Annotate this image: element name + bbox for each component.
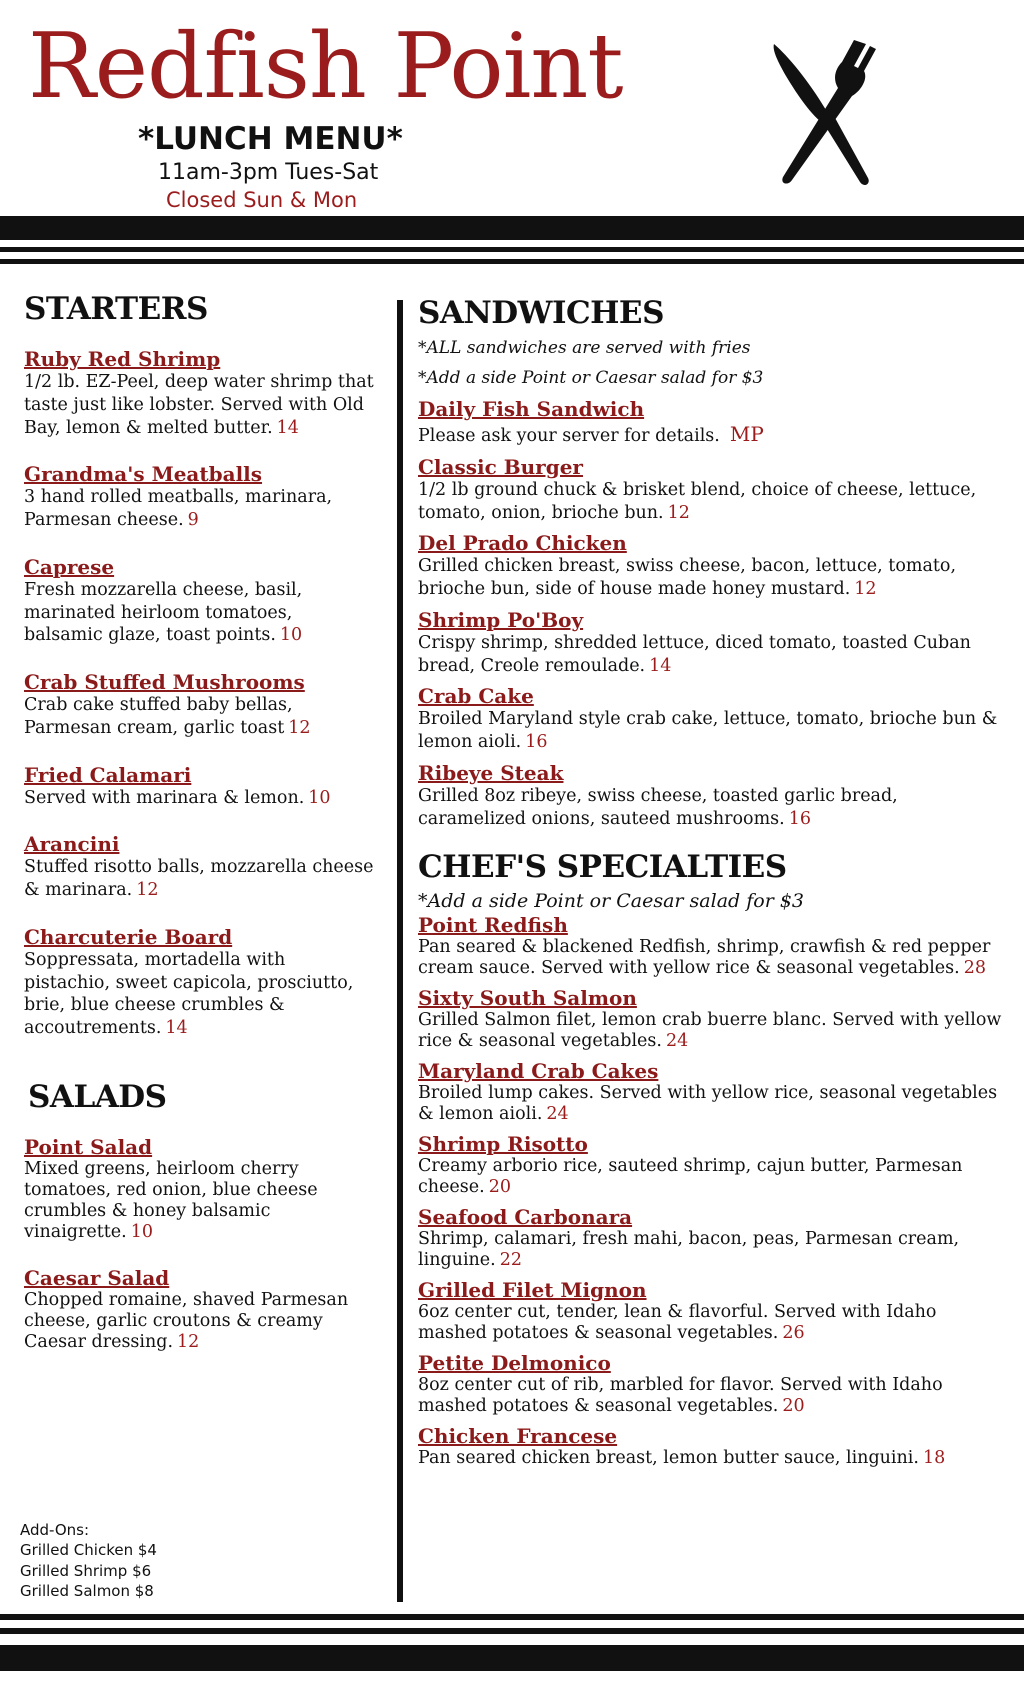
opening-hours: 11am-3pm Tues-Sat xyxy=(158,160,379,185)
item-description: Stuffed risotto balls, mozzarella cheese & marinara. 12 xyxy=(24,857,374,901)
item-description: Shrimp, calamari, fresh mahi, bacon, peas, Parmesan cream, linguine. 22 xyxy=(418,1229,960,1271)
item-description: Crab cake stuffed baby bellas, Parmesan cream, garlic toast 12 xyxy=(24,695,311,738)
item-name: Del Prado Chicken xyxy=(418,531,627,556)
item-description: 1/2 lb ground chuck & brisket blend, choice of cheese, lettuce, tomato, onion, brioche bun. 12 xyxy=(418,479,977,523)
item-description: Served with marinara & lemon. 10 xyxy=(24,787,331,808)
item-description: Broiled lump cakes. Served with yellow rice, seasonal vegetables & lemon aioli. 24 xyxy=(418,1083,998,1125)
menu-item xyxy=(24,1267,374,1353)
item-name: Caesar Salad xyxy=(24,1265,170,1290)
menu-item xyxy=(24,671,374,740)
item-price: MP xyxy=(729,422,764,447)
item-price: 10 xyxy=(279,625,303,646)
item-price: 20 xyxy=(488,1177,511,1198)
item-price: 22 xyxy=(499,1250,523,1271)
closed-days: Closed Sun & Mon xyxy=(166,188,358,212)
item-description: Mixed greens, heirloom cherry tomatoes, red onion, blue cheese crumbles & honey balsamic vinaigrette. 10 xyxy=(24,1158,318,1242)
menu-item xyxy=(24,463,374,532)
item-description: Crispy shrimp, shredded lettuce, diced tomato, toasted Cuban bread, Creole remoulade. 14 xyxy=(418,632,971,676)
item-price: 12 xyxy=(177,1331,200,1352)
item-name: Maryland Crab Cakes xyxy=(418,1059,659,1084)
item-description: 1/2 lb. EZ-Peel, deep water shrimp that taste just like lobster. Served with Old Bay, lemon & melted butter. 14 xyxy=(24,372,374,438)
restaurant-name: Redfish Point xyxy=(28,14,623,119)
menu-item xyxy=(418,914,1008,979)
sandwiches-note-fries: *ALL sandwiches are served with fries xyxy=(418,338,751,359)
item-description: Creamy arborio rice, sauteed shrimp, cajun butter, Parmesan cheese. 20 xyxy=(418,1156,963,1198)
item-price: 18 xyxy=(922,1448,946,1469)
menu-header xyxy=(0,0,1024,216)
item-description: 3 hand rolled meatballs, marinara, Parmesan cheese. 9 xyxy=(24,487,333,531)
item-description: Grilled chicken breast, swiss cheese, bacon, lettuce, tomato, brioche bun, side of house made honey mustard. 12 xyxy=(418,556,957,600)
menu-item xyxy=(418,1352,1008,1417)
item-price: 20 xyxy=(782,1396,805,1417)
item-description: Please ask your server for details. MP xyxy=(418,422,764,447)
item-price: 16 xyxy=(788,808,812,829)
menu-item xyxy=(24,926,374,1040)
add-ons-title: Add-Ons: xyxy=(20,1521,90,1539)
item-name: Sixty South Salmon xyxy=(418,986,637,1011)
item-price: 28 xyxy=(963,958,986,979)
menu-item xyxy=(418,1206,1008,1271)
salads-title: SALADS xyxy=(28,1078,167,1115)
item-name: Grilled Filet Mignon xyxy=(418,1278,647,1303)
menu-item xyxy=(418,762,1008,831)
add-on-item: Grilled Chicken $4 xyxy=(20,1541,157,1560)
item-price: 26 xyxy=(782,1323,805,1344)
item-name: Ribeye Steak xyxy=(418,760,564,785)
item-description: Pan seared chicken breast, lemon butter sauce, linguini. 18 xyxy=(418,1448,946,1469)
knife-fork-icon xyxy=(768,38,878,188)
item-description: Broiled Maryland style crab cake, lettuce, tomato, brioche bun & lemon aioli. 16 xyxy=(418,709,998,753)
item-description: Grilled Salmon filet, lemon crab buerre blanc. Served with yellow rice & seasonal vegetables. 24 xyxy=(418,1010,1002,1052)
sandwiches-note-salad: *Add a side Point or Caesar salad for $3 xyxy=(418,368,764,389)
item-price: 24 xyxy=(665,1031,689,1052)
footer-stripe-thin-1 xyxy=(0,1614,1024,1620)
left-column xyxy=(24,292,374,1377)
item-description: 6oz center cut, tender, lean & flavorful. Served with Idaho mashed potatoes & seasonal vegetables. 26 xyxy=(418,1302,937,1344)
add-ons xyxy=(20,1520,320,1601)
item-price: 14 xyxy=(276,417,299,438)
item-description: Chopped romaine, shaved Parmesan cheese, garlic croutons & creamy Caesar dressing. 12 xyxy=(24,1289,349,1352)
item-name: Crab Cake xyxy=(418,684,534,709)
item-name: Chicken Francese xyxy=(418,1424,618,1449)
item-name: Crab Stuffed Mushrooms xyxy=(24,670,305,695)
item-price: 14 xyxy=(649,655,672,676)
item-price: 12 xyxy=(288,717,311,738)
item-price: 16 xyxy=(525,732,548,753)
item-price: 24 xyxy=(546,1104,569,1125)
item-name: Classic Burger xyxy=(418,454,583,479)
item-name: Grandma's Meatballs xyxy=(24,462,263,487)
menu-item xyxy=(418,609,1008,678)
item-price: 14 xyxy=(165,1018,188,1039)
item-name: Caprese xyxy=(24,554,115,579)
menu-item xyxy=(418,532,1008,601)
menu-item xyxy=(418,1425,1008,1469)
item-description: 8oz center cut of rib, marbled for flavor. Served with Idaho mashed potatoes & seasonal vegetables. 20 xyxy=(418,1375,943,1417)
right-column xyxy=(418,296,1008,1477)
item-price: 9 xyxy=(187,510,199,531)
specialties-title: CHEF'S SPECIALTIES xyxy=(418,849,787,886)
item-name: Petite Delmonico xyxy=(418,1351,611,1376)
item-price: 12 xyxy=(136,880,159,901)
menu-item xyxy=(418,1279,1008,1344)
add-on-item: Grilled Shrimp $6 xyxy=(20,1561,152,1580)
menu-item xyxy=(418,685,1008,754)
item-name: Shrimp Risotto xyxy=(418,1132,588,1157)
menu-item xyxy=(418,398,1008,448)
header-stripe-thin-1 xyxy=(0,247,1024,252)
menu-item xyxy=(24,764,374,810)
specialties-note: *Add a side Point or Caesar salad for $3 xyxy=(418,890,804,913)
item-price: 12 xyxy=(854,579,877,600)
menu-item xyxy=(418,1060,1008,1125)
column-divider xyxy=(397,300,403,1602)
item-price: 10 xyxy=(308,787,331,808)
footer-stripe-thick xyxy=(0,1645,1024,1671)
header-stripe-thin-2 xyxy=(0,259,1024,264)
starters-title: STARTERS xyxy=(24,291,208,327)
item-price: 10 xyxy=(130,1221,153,1242)
sandwiches-title: SANDWICHES xyxy=(418,295,664,331)
menu-item xyxy=(24,1136,374,1243)
menu-item xyxy=(24,348,374,439)
item-name: Ruby Red Shrimp xyxy=(24,347,221,372)
item-description: Grilled 8oz ribeye, swiss cheese, toasted garlic bread, caramelized onions, sauteed mushrooms. 16 xyxy=(418,785,898,829)
item-name: Daily Fish Sandwich xyxy=(418,397,645,422)
menu-item xyxy=(418,987,1008,1052)
item-description: Fresh mozzarella cheese, basil, marinated heirloom tomatoes, balsamic glaze, toast points. 10 xyxy=(24,579,303,646)
menu-subtitle: *LUNCH MENU* xyxy=(138,121,403,157)
footer-stripe-thin-2 xyxy=(0,1628,1024,1634)
menu-item xyxy=(418,1133,1008,1198)
item-name: Seafood Carbonara xyxy=(418,1205,633,1230)
menu-item xyxy=(418,456,1008,525)
item-name: Fried Calamari xyxy=(24,762,192,787)
item-price: 12 xyxy=(667,502,690,523)
item-name: Arancini xyxy=(24,832,120,857)
menu-item xyxy=(24,833,374,902)
item-name: Point Salad xyxy=(24,1134,153,1159)
header-stripe-thick xyxy=(0,216,1024,240)
menu-item xyxy=(24,556,374,647)
item-name: Shrimp Po'Boy xyxy=(418,607,584,632)
item-description: Soppressata, mortadella with pistachio, sweet capicola, prosciutto, brie, blue cheese crumbles & accoutrements. 14 xyxy=(24,949,354,1039)
item-description: Pan seared & blackened Redfish, shrimp, crawfish & red pepper cream sauce. Served with yellow rice & seasonal vegetables. 28 xyxy=(418,937,991,979)
add-on-item: Grilled Salmon $8 xyxy=(20,1581,154,1600)
item-name: Charcuterie Board xyxy=(24,924,233,949)
item-name: Point Redfish xyxy=(418,913,568,938)
